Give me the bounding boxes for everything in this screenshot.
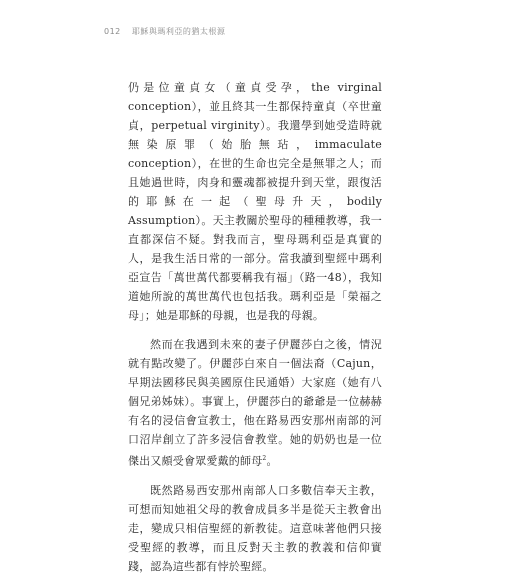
running-header — [104, 26, 225, 37]
page-number: 012 — [104, 27, 121, 36]
running-title: 耶穌與瑪利亞的猶太根源 — [131, 27, 226, 36]
footnote-marker: 2 — [262, 455, 267, 462]
paragraph-2-text: 然而在我遇到未來的妻子伊麗莎白之後，情況就有點改變了。伊麗莎白來自一個法裔（Cajun，早期法國移民與美國原住民通婚）大家庭（她有八個兄弟姊妹）。事實上，伊麗莎白的爺爺是一位赫赫有名的浸信會宣教士，他在路易西安那州南部的河口沼岸創立了許多浸信會教堂。她的奶奶也是一位傑出又頗受會眾愛戴的師母 — [128, 338, 382, 468]
body-text — [128, 78, 382, 586]
paragraph-1: 仍是位童貞女（童貞受孕，the virginal conception），並且終其一生都保持童貞（卒世童貞，perpetual virginity）。我還學到她受造時就無染原罪（始胎無玷，immaculate conception），在世的生命也完全是無罪之人；而且她過世時，肉身和靈魂都被提升到天堂，跟復活的耶穌在一起（聖母升天，bodily Assumption）。天主教關於聖母的種種教導，我一直都深信不疑。對我而言，聖母瑪利亞是真實的人，是我生活日常的一部分。當我讀到聖經中瑪利亞宣告「萬世萬代都要稱我有福」（路一48），我知道她所說的萬世萬代也包括我。瑪利亞是「榮福之母」；她是耶穌的母親，也是我的母親。 — [128, 81, 382, 322]
paragraph-3: 既然路易西安那州南部人口多數信奉天主教，可想而知她祖父母的教會成員多半是從天主教會出走，變成只相信聖經的新教徒。這意味著他們只接受聖經的教導，而且反對天主教的教義和信仰實踐，認為這些都有悖於聖經。 — [128, 483, 382, 573]
paragraph-2 — [128, 335, 382, 471]
paragraph-2-end: 。 — [266, 454, 278, 468]
